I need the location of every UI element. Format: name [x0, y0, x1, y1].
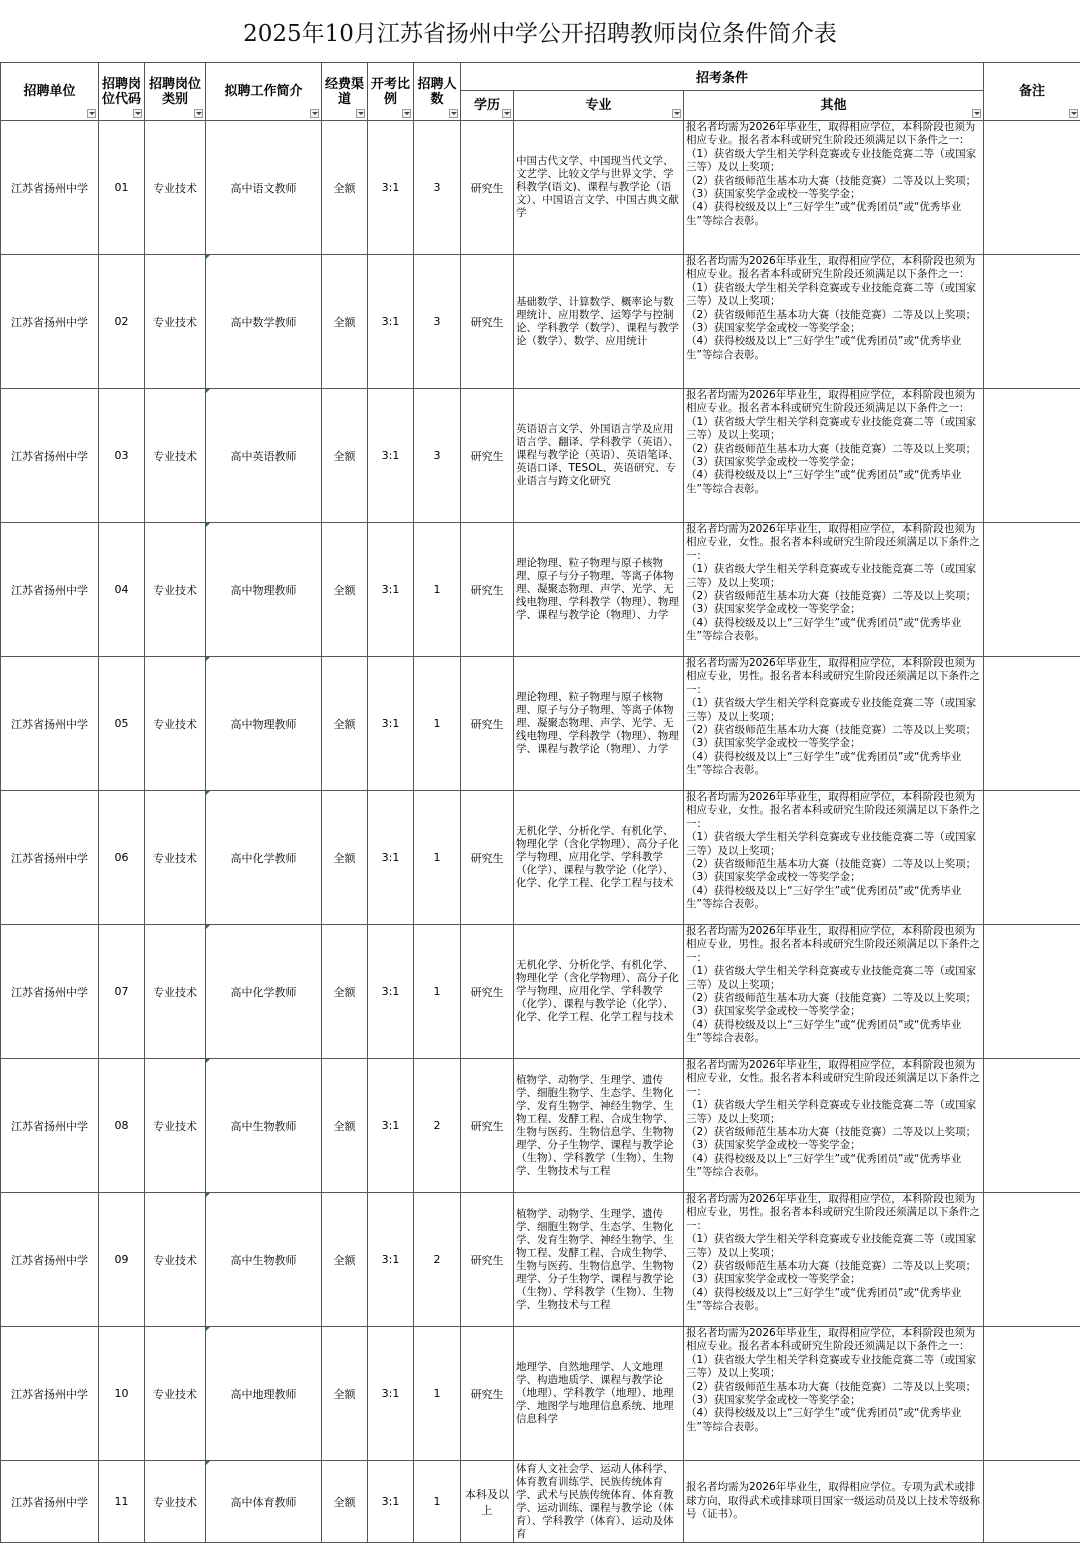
condition-line: （4）获得校级及以上“三好学生”或“优秀团员”或“优秀毕业生”等综合表彰。 [686, 1153, 981, 1180]
cell-category[interactable]: 专业技术 [145, 1059, 206, 1193]
header-unit: 招聘单位 [1, 63, 99, 121]
condition-line: （1）获省级大学生相关学科竞赛或专业技能竞赛二等（或国家三等）及以上奖项； [686, 416, 981, 443]
cell-count[interactable]: 2 [414, 1059, 461, 1193]
cell-major[interactable]: 基础数学、计算数学、概率论与数理统计、应用数学、运筹学与控制论、学科教学（数学）、课程与教学论（数学）、数学、应用统计 [514, 255, 684, 389]
cell-other[interactable] [684, 1327, 984, 1461]
cell-other[interactable] [684, 389, 984, 523]
cell-count[interactable]: 1 [414, 791, 461, 925]
condition-line: （2）获省级师范生基本功大赛（技能竞赛）二等及以上奖项； [686, 858, 981, 871]
cell-funding[interactable]: 全额 [322, 1193, 368, 1327]
filter-dropdown-icon[interactable] [672, 109, 681, 118]
condition-line: （1）获省级大学生相关学科竞赛或专业技能竞赛二等（或国家三等）及以上奖项； [686, 148, 981, 175]
cell-ratio[interactable]: 3:1 [368, 1193, 414, 1327]
table-body [1, 121, 1080, 1543]
cell-unit[interactable]: 江苏省扬州中学 [1, 657, 99, 791]
cell-unit[interactable]: 江苏省扬州中学 [1, 1059, 99, 1193]
header-conditions: 招考条件 [461, 63, 984, 91]
header-edu: 学历 [461, 91, 514, 121]
cell-edu[interactable]: 研究生 [461, 925, 514, 1059]
cell-unit[interactable]: 江苏省扬州中学 [1, 925, 99, 1059]
filter-dropdown-icon[interactable] [133, 109, 142, 118]
cell-major[interactable]: 英语语言文学、外国语言学及应用语言学、翻译、学科教学（英语）、课程与教学论（英语）、英语笔译、英语口译、TESOL、英语研究、专业语言与跨文化研究 [514, 389, 684, 523]
condition-line: （3）获国家奖学金或校一等奖学金； [686, 871, 981, 884]
header-code: 招聘岗位代码 [99, 63, 145, 121]
cell-ratio[interactable]: 3:1 [368, 1327, 414, 1461]
cell-code[interactable]: 04 [99, 523, 145, 657]
header-intro: 拟聘工作简介 [206, 63, 322, 121]
cell-remarks[interactable] [984, 791, 1080, 925]
condition-line: （1）获省级大学生相关学科竞赛或专业技能竞赛二等（或国家三等）及以上奖项； [686, 1354, 981, 1381]
condition-line: （3）获国家奖学金或校一等奖学金； [686, 1394, 981, 1407]
cell-remarks[interactable] [984, 523, 1080, 657]
cell-major[interactable]: 中国古代文学、中国现当代文学、文艺学、比较文学与世界文学、学科教学(语文)、课程与教学论（语文）、中国语言文学、中国古典文献学 [514, 121, 684, 255]
cell-ratio[interactable]: 3:1 [368, 657, 414, 791]
cell-ratio[interactable]: 3:1 [368, 1059, 414, 1193]
table-row [1, 925, 1080, 1059]
condition-line: 报名者均需为2026年毕业生，取得相应学位，本科阶段也须为相应专业。报名者本科或研究生阶段还须满足以下条件之一： [686, 1327, 981, 1354]
table-row [1, 255, 1080, 389]
condition-line: （3）获国家奖学金或校一等奖学金； [686, 1139, 981, 1152]
filter-dropdown-icon[interactable] [449, 109, 458, 118]
condition-line: （4）获得校级及以上“三好学生”或“优秀团员”或“优秀毕业生”等综合表彰。 [686, 617, 981, 644]
table-row [1, 791, 1080, 925]
cell-intro[interactable]: 高中化学教师 [206, 925, 322, 1059]
cell-major[interactable]: 地理学、自然地理学、人文地理学、构造地质学、课程与教学论（地理）、学科教学（地理）、地理学、地图学与地理信息系统、地理信息科学 [514, 1327, 684, 1461]
cell-remarks[interactable] [984, 1461, 1080, 1543]
condition-line: （2）获省级师范生基本功大赛（技能竞赛）二等及以上奖项； [686, 590, 981, 603]
cell-remarks[interactable] [984, 1193, 1080, 1327]
condition-line: （1）获省级大学生相关学科竞赛或专业技能竞赛二等（或国家三等）及以上奖项； [686, 697, 981, 724]
condition-line: （4）获得校级及以上“三好学生”或“优秀团员”或“优秀毕业生”等综合表彰。 [686, 469, 981, 496]
header-funding: 经费渠道 [322, 63, 368, 121]
cell-edu[interactable]: 研究生 [461, 1059, 514, 1193]
cell-count[interactable]: 2 [414, 1193, 461, 1327]
condition-line: （1）获省级大学生相关学科竞赛或专业技能竞赛二等（或国家三等）及以上奖项； [686, 831, 981, 858]
cell-category[interactable]: 专业技术 [145, 1461, 206, 1543]
table-row [1, 523, 1080, 657]
condition-line: 报名者均需为2026年毕业生，取得相应学位，本科阶段也须为相应专业。报名者本科或研究生阶段还须满足以下条件之一： [686, 255, 981, 282]
cell-funding[interactable]: 全额 [322, 925, 368, 1059]
condition-line: （3）获国家奖学金或校一等奖学金； [686, 188, 981, 201]
cell-funding[interactable]: 全额 [322, 121, 368, 255]
cell-ratio[interactable]: 3:1 [368, 121, 414, 255]
cell-category[interactable]: 专业技术 [145, 255, 206, 389]
cell-other[interactable] [684, 523, 984, 657]
cell-intro[interactable]: 高中物理教师 [206, 657, 322, 791]
cell-edu[interactable]: 研究生 [461, 255, 514, 389]
condition-line: （3）获国家奖学金或校一等奖学金； [686, 1005, 981, 1018]
cell-code[interactable]: 09 [99, 1193, 145, 1327]
condition-line: （1）获省级大学生相关学科竞赛或专业技能竞赛二等（或国家三等）及以上奖项； [686, 1099, 981, 1126]
cell-major[interactable]: 无机化学、分析化学、有机化学、物理化学（含化学物理）、高分子化学与物理、应用化学、学科教学（化学）、课程与教学论（化学）、化学、化学工程、化学工程与技术 [514, 791, 684, 925]
cell-count[interactable]: 1 [414, 1327, 461, 1461]
cell-unit[interactable]: 江苏省扬州中学 [1, 791, 99, 925]
cell-major[interactable]: 理论物理、粒子物理与原子核物理、原子与分子物理、等离子体物理、凝聚态物理、声学、光学、无线电物理、学科教学（物理）、物理学、课程与教学论（物理）、力学 [514, 657, 684, 791]
condition-line: （3）获国家奖学金或校一等奖学金； [686, 456, 981, 469]
cell-funding[interactable]: 全额 [322, 657, 368, 791]
cell-major[interactable]: 植物学、动物学、生理学、遗传学、细胞生物学、生态学、生物化学、发育生物学、神经生物学、生物工程、发酵工程、合成生物学、生物与医药、生物信息学、生物物理学、分子生物学、课程与教学论（生物）、学科教学（生物）、生物学、生物技术与工程 [514, 1193, 684, 1327]
cell-unit[interactable]: 江苏省扬州中学 [1, 121, 99, 255]
condition-line: （4）获得校级及以上“三好学生”或“优秀团员”或“优秀毕业生”等综合表彰。 [686, 751, 981, 778]
cell-category[interactable]: 专业技术 [145, 523, 206, 657]
cell-count[interactable]: 1 [414, 523, 461, 657]
cell-other[interactable] [684, 925, 984, 1059]
cell-edu[interactable]: 研究生 [461, 1327, 514, 1461]
cell-ratio[interactable]: 3:1 [368, 389, 414, 523]
cell-remarks[interactable] [984, 657, 1080, 791]
cell-remarks[interactable] [984, 1327, 1080, 1461]
condition-line: （1）获省级大学生相关学科竞赛或专业技能竞赛二等（或国家三等）及以上奖项； [686, 563, 981, 590]
cell-other[interactable] [684, 255, 984, 389]
cell-remarks[interactable] [984, 925, 1080, 1059]
header-count: 招聘人数 [414, 63, 461, 121]
condition-line: （1）获省级大学生相关学科竞赛或专业技能竞赛二等（或国家三等）及以上奖项； [686, 965, 981, 992]
condition-line: （2）获省级师范生基本功大赛（技能竞赛）二等及以上奖项； [686, 443, 981, 456]
header-category: 招聘岗位类别 [145, 63, 206, 121]
condition-line: （2）获省级师范生基本功大赛（技能竞赛）二等及以上奖项； [686, 1126, 981, 1139]
cell-ratio[interactable]: 3:1 [368, 523, 414, 657]
cell-funding[interactable]: 全额 [322, 791, 368, 925]
condition-line: （2）获省级师范生基本功大赛（技能竞赛）二等及以上奖项； [686, 175, 981, 188]
cell-count[interactable]: 3 [414, 121, 461, 255]
table-row [1, 1461, 1080, 1543]
filter-dropdown-icon[interactable] [310, 109, 319, 118]
table-row [1, 121, 1080, 255]
cell-category[interactable]: 专业技术 [145, 121, 206, 255]
condition-line: （2）获省级师范生基本功大赛（技能竞赛）二等及以上奖项； [686, 309, 981, 322]
page-title: 2025年10月江苏省扬州中学公开招聘教师岗位条件简介表 [0, 0, 1080, 63]
cell-intro[interactable]: 高中英语教师 [206, 389, 322, 523]
cell-major[interactable]: 体育人文社会学、运动人体科学、体育教育训练学、民族传统体育学、武术与民族传统体育、体育教学、运动训练、课程与教学论（体育）、学科教学（体育）、运动及体育 [514, 1461, 684, 1543]
condition-line: 报名者均需为2026年毕业生，取得相应学位，本科阶段也须为相应专业，女性。报名者本科或研究生阶段还须满足以下条件之一： [686, 791, 981, 831]
cell-intro[interactable]: 高中生物教师 [206, 1193, 322, 1327]
condition-line: 报名者均需为2026年毕业生，取得相应学位。专项为武术或排球方向，取得武术或排球项目国家一级运动员及以上技术等级称号（证书）。 [686, 1481, 981, 1521]
condition-line: （2）获省级师范生基本功大赛（技能竞赛）二等及以上奖项； [686, 992, 981, 1005]
condition-line: （1）获省级大学生相关学科竞赛或专业技能竞赛二等（或国家三等）及以上奖项； [686, 282, 981, 309]
cell-category[interactable]: 专业技术 [145, 389, 206, 523]
cell-funding[interactable]: 全额 [322, 1059, 368, 1193]
condition-line: 报名者均需为2026年毕业生，取得相应学位，本科阶段也须为相应专业，男性。报名者本科或研究生阶段还须满足以下条件之一： [686, 1193, 981, 1233]
cell-edu[interactable]: 研究生 [461, 1193, 514, 1327]
condition-line: （4）获得校级及以上“三好学生”或“优秀团员”或“优秀毕业生”等综合表彰。 [686, 1407, 981, 1434]
cell-edu[interactable]: 研究生 [461, 657, 514, 791]
condition-line: 报名者均需为2026年毕业生，取得相应学位，本科阶段也须为相应专业。报名者本科或研究生阶段还须满足以下条件之一： [686, 389, 981, 416]
filter-dropdown-icon[interactable] [972, 109, 981, 118]
cell-other[interactable] [684, 121, 984, 255]
cell-major[interactable]: 无机化学、分析化学、有机化学、物理化学（含化学物理）、高分子化学与物理、应用化学、学科教学（化学）、课程与教学论（化学）、化学、化学工程、化学工程与技术 [514, 925, 684, 1059]
condition-line: （4）获得校级及以上“三好学生”或“优秀团员”或“优秀毕业生”等综合表彰。 [686, 1019, 981, 1046]
cell-code[interactable]: 07 [99, 925, 145, 1059]
cell-count[interactable]: 1 [414, 1461, 461, 1543]
condition-line: （3）获国家奖学金或校一等奖学金； [686, 737, 981, 750]
table-row [1, 1059, 1080, 1193]
condition-line: （2）获省级师范生基本功大赛（技能竞赛）二等及以上奖项； [686, 1260, 981, 1273]
cell-intro[interactable]: 高中化学教师 [206, 791, 322, 925]
condition-line: 报名者均需为2026年毕业生，取得相应学位，本科阶段也须为相应专业，男性。报名者本科或研究生阶段还须满足以下条件之一： [686, 925, 981, 965]
cell-intro[interactable]: 高中数学教师 [206, 255, 322, 389]
cell-funding[interactable]: 全额 [322, 389, 368, 523]
cell-code[interactable]: 03 [99, 389, 145, 523]
condition-line: （4）获得校级及以上“三好学生”或“优秀团员”或“优秀毕业生”等综合表彰。 [686, 201, 981, 228]
cell-other[interactable] [684, 1059, 984, 1193]
cell-remarks[interactable] [984, 255, 1080, 389]
cell-unit[interactable]: 江苏省扬州中学 [1, 1327, 99, 1461]
condition-line: （2）获省级师范生基本功大赛（技能竞赛）二等及以上奖项； [686, 724, 981, 737]
filter-dropdown-icon[interactable] [356, 109, 365, 118]
header-major: 专业 [514, 91, 684, 121]
cell-intro[interactable]: 高中物理教师 [206, 523, 322, 657]
table-row [1, 1327, 1080, 1461]
cell-intro[interactable]: 高中生物教师 [206, 1059, 322, 1193]
cell-code[interactable]: 02 [99, 255, 145, 389]
cell-code[interactable]: 05 [99, 657, 145, 791]
condition-line: （4）获得校级及以上“三好学生”或“优秀团员”或“优秀毕业生”等综合表彰。 [686, 885, 981, 912]
condition-line: （3）获国家奖学金或校一等奖学金； [686, 322, 981, 335]
cell-funding[interactable]: 全额 [322, 255, 368, 389]
cell-edu[interactable]: 本科及以上 [461, 1461, 514, 1543]
cell-major[interactable]: 植物学、动物学、生理学、遗传学、细胞生物学、生态学、生物化学、发育生物学、神经生物学、生物工程、发酵工程、合成生物学、生物与医药、生物信息学、生物物理学、分子生物学、课程与教学论（生物）、学科教学（生物）、生物学、生物技术与工程 [514, 1059, 684, 1193]
cell-ratio[interactable]: 3:1 [368, 1461, 414, 1543]
cell-funding[interactable]: 全额 [322, 523, 368, 657]
cell-edu[interactable]: 研究生 [461, 389, 514, 523]
filter-dropdown-icon[interactable] [194, 109, 203, 118]
cell-funding[interactable]: 全额 [322, 1327, 368, 1461]
table-row [1, 1193, 1080, 1327]
cell-intro[interactable]: 高中语文教师 [206, 121, 322, 255]
cell-ratio[interactable]: 3:1 [368, 925, 414, 1059]
cell-remarks[interactable] [984, 121, 1080, 255]
cell-category[interactable]: 专业技术 [145, 925, 206, 1059]
filter-dropdown-icon[interactable] [502, 109, 511, 118]
cell-count[interactable]: 1 [414, 657, 461, 791]
cell-category[interactable]: 专业技术 [145, 1193, 206, 1327]
cell-other[interactable] [684, 1193, 984, 1327]
cell-code[interactable]: 01 [99, 121, 145, 255]
cell-category[interactable]: 专业技术 [145, 791, 206, 925]
condition-line: （2）获省级师范生基本功大赛（技能竞赛）二等及以上奖项； [686, 1381, 981, 1394]
cell-other[interactable] [684, 1461, 984, 1543]
cell-category[interactable]: 专业技术 [145, 1327, 206, 1461]
filter-dropdown-icon[interactable] [87, 109, 96, 118]
cell-remarks[interactable] [984, 1059, 1080, 1193]
cell-edu[interactable]: 研究生 [461, 523, 514, 657]
cell-category[interactable]: 专业技术 [145, 657, 206, 791]
cell-unit[interactable]: 江苏省扬州中学 [1, 523, 99, 657]
recruitment-table [0, 62, 1080, 1543]
cell-count[interactable]: 3 [414, 389, 461, 523]
cell-edu[interactable]: 研究生 [461, 121, 514, 255]
cell-code[interactable]: 06 [99, 791, 145, 925]
cell-code[interactable]: 11 [99, 1461, 145, 1543]
table-row [1, 389, 1080, 523]
header-ratio: 开考比例 [368, 63, 414, 121]
filter-dropdown-icon[interactable] [402, 109, 411, 118]
cell-count[interactable]: 1 [414, 925, 461, 1059]
condition-line: （4）获得校级及以上“三好学生”或“优秀团员”或“优秀毕业生”等综合表彰。 [686, 335, 981, 362]
condition-line: 报名者均需为2026年毕业生，取得相应学位，本科阶段也须为相应专业，女性。报名者本科或研究生阶段还须满足以下条件之一： [686, 523, 981, 563]
cell-unit[interactable]: 江苏省扬州中学 [1, 1193, 99, 1327]
cell-edu[interactable]: 研究生 [461, 791, 514, 925]
header-other: 其他 [684, 91, 984, 121]
condition-line: （1）获省级大学生相关学科竞赛或专业技能竞赛二等（或国家三等）及以上奖项； [686, 1233, 981, 1260]
condition-line: （3）获国家奖学金或校一等奖学金； [686, 603, 981, 616]
condition-line: （3）获国家奖学金或校一等奖学金； [686, 1273, 981, 1286]
filter-dropdown-icon[interactable] [1069, 109, 1078, 118]
condition-line: （4）获得校级及以上“三好学生”或“优秀团员”或“优秀毕业生”等综合表彰。 [686, 1287, 981, 1314]
cell-other[interactable] [684, 657, 984, 791]
cell-code[interactable]: 10 [99, 1327, 145, 1461]
cell-count[interactable]: 3 [414, 255, 461, 389]
cell-major[interactable]: 理论物理、粒子物理与原子核物理、原子与分子物理、等离子体物理、凝聚态物理、声学、光学、无线电物理、学科教学（物理）、物理学、课程与教学论（物理）、力学 [514, 523, 684, 657]
cell-intro[interactable]: 高中体育教师 [206, 1461, 322, 1543]
condition-line: 报名者均需为2026年毕业生，取得相应学位，本科阶段也须为相应专业，男性。报名者本科或研究生阶段还须满足以下条件之一： [686, 657, 981, 697]
cell-code[interactable]: 08 [99, 1059, 145, 1193]
condition-line: 报名者均需为2026年毕业生，取得相应学位，本科阶段也须为相应专业，女性。报名者本科或研究生阶段还须满足以下条件之一： [686, 1059, 981, 1099]
cell-funding[interactable]: 全额 [322, 1461, 368, 1543]
header-remarks: 备注 [984, 63, 1080, 121]
cell-unit[interactable]: 江苏省扬州中学 [1, 389, 99, 523]
cell-other[interactable] [684, 791, 984, 925]
cell-intro[interactable]: 高中地理教师 [206, 1327, 322, 1461]
cell-remarks[interactable] [984, 389, 1080, 523]
condition-line: 报名者均需为2026年毕业生，取得相应学位，本科阶段也须为相应专业。报名者本科或研究生阶段还须满足以下条件之一： [686, 121, 981, 148]
cell-ratio[interactable]: 3:1 [368, 255, 414, 389]
cell-unit[interactable]: 江苏省扬州中学 [1, 1461, 99, 1543]
cell-ratio[interactable]: 3:1 [368, 791, 414, 925]
table-row [1, 657, 1080, 791]
cell-unit[interactable]: 江苏省扬州中学 [1, 255, 99, 389]
